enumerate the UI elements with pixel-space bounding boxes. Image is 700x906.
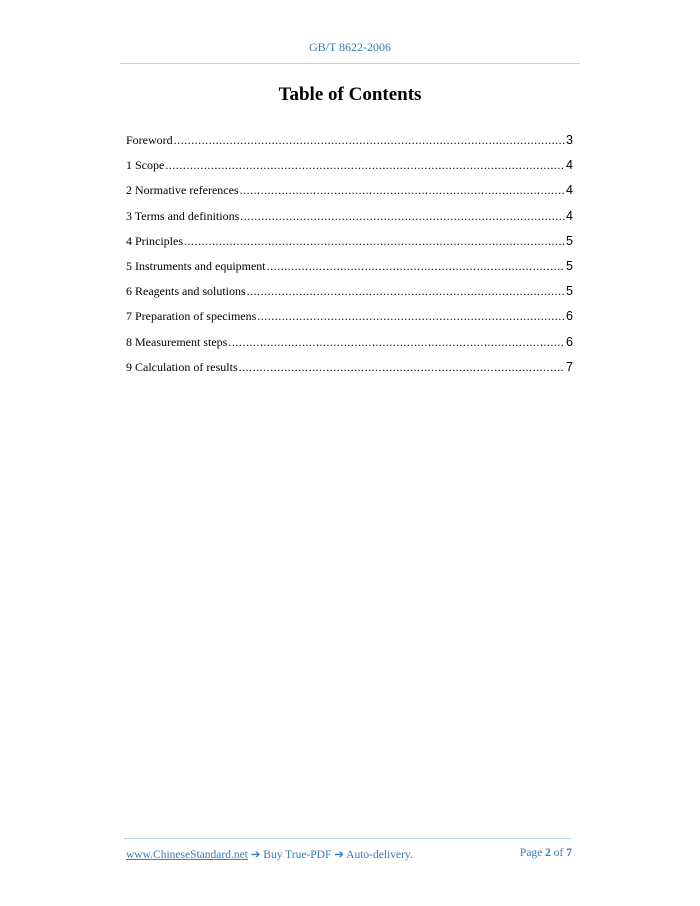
dot-leader (240, 183, 565, 198)
of-word: of (553, 847, 564, 859)
toc-entry-page: 5 (566, 233, 573, 248)
toc-entry-reagents-and-solutions[interactable] (126, 284, 573, 309)
toc-entry-label: 8 Measurement steps (126, 334, 228, 349)
dot-leader (267, 259, 565, 274)
toc-entry-page: 6 (566, 334, 573, 349)
table-of-contents (126, 133, 573, 385)
toc-entry-label: 3 Terms and definitions (126, 208, 240, 223)
toc-entry-page: 5 (566, 258, 573, 273)
header-divider (120, 63, 580, 64)
dot-leader (257, 309, 565, 324)
auto-delivery-text: Auto-delivery. (346, 849, 413, 861)
toc-entry-label: 1 Scope (126, 158, 165, 173)
page-word: Page (519, 847, 543, 859)
toc-entry-label: 4 Principles (126, 233, 183, 248)
dot-leader (174, 133, 565, 148)
toc-entry-label: 6 Reagents and solutions (126, 284, 246, 299)
running-header (0, 40, 700, 55)
toc-entry-page: 4 (566, 208, 573, 223)
dot-leader (239, 360, 565, 375)
toc-entry-calculation-of-results[interactable] (126, 360, 573, 385)
toc-entry-page: 6 (566, 309, 573, 324)
footer-divider (124, 838, 571, 839)
toc-entry-page: 4 (566, 158, 573, 173)
toc-entry-page: 4 (566, 183, 573, 198)
page-indicator (520, 847, 572, 859)
arrow-right-icon: ➔ (334, 849, 344, 861)
toc-entry-label: 9 Calculation of results (126, 359, 238, 374)
toc-entry-label: 7 Preparation of specimens (126, 309, 257, 324)
current-page-number: 2 (545, 847, 551, 859)
website-link[interactable]: www.ChineseStandard.net (126, 849, 248, 861)
arrow-right-icon: ➔ (250, 849, 261, 861)
total-pages-number: 7 (566, 847, 572, 859)
toc-entry-preparation-of-specimens[interactable] (126, 309, 573, 334)
dot-leader (184, 234, 565, 249)
page-title: Table of Contents (278, 84, 422, 105)
dot-leader (165, 158, 565, 173)
footer-promo (126, 847, 413, 861)
toc-entry-label: 2 Normative references (126, 183, 239, 198)
toc-entry-label: Foreword (126, 133, 173, 147)
toc-entry-scope[interactable] (126, 158, 573, 183)
toc-entry-instruments-and-equipment[interactable] (126, 259, 573, 284)
toc-entry-page: 3 (566, 133, 573, 147)
toc-entry-foreword[interactable] (126, 133, 573, 158)
dot-leader (247, 284, 565, 299)
dot-leader (228, 335, 565, 350)
toc-entry-normative-references[interactable] (126, 183, 573, 208)
dot-leader (240, 209, 565, 224)
toc-entry-page: 5 (566, 284, 573, 299)
toc-entry-page: 7 (566, 359, 573, 374)
toc-entry-label: 5 Instruments and equipment (126, 258, 266, 273)
buy-true-pdf-text: Buy True-PDF (263, 849, 332, 861)
standard-code: GB/T 8622-2006 (308, 40, 392, 54)
toc-entry-terms-and-definitions[interactable] (126, 209, 573, 234)
toc-entry-measurement-steps[interactable] (126, 335, 573, 360)
toc-entry-principles[interactable] (126, 234, 573, 259)
